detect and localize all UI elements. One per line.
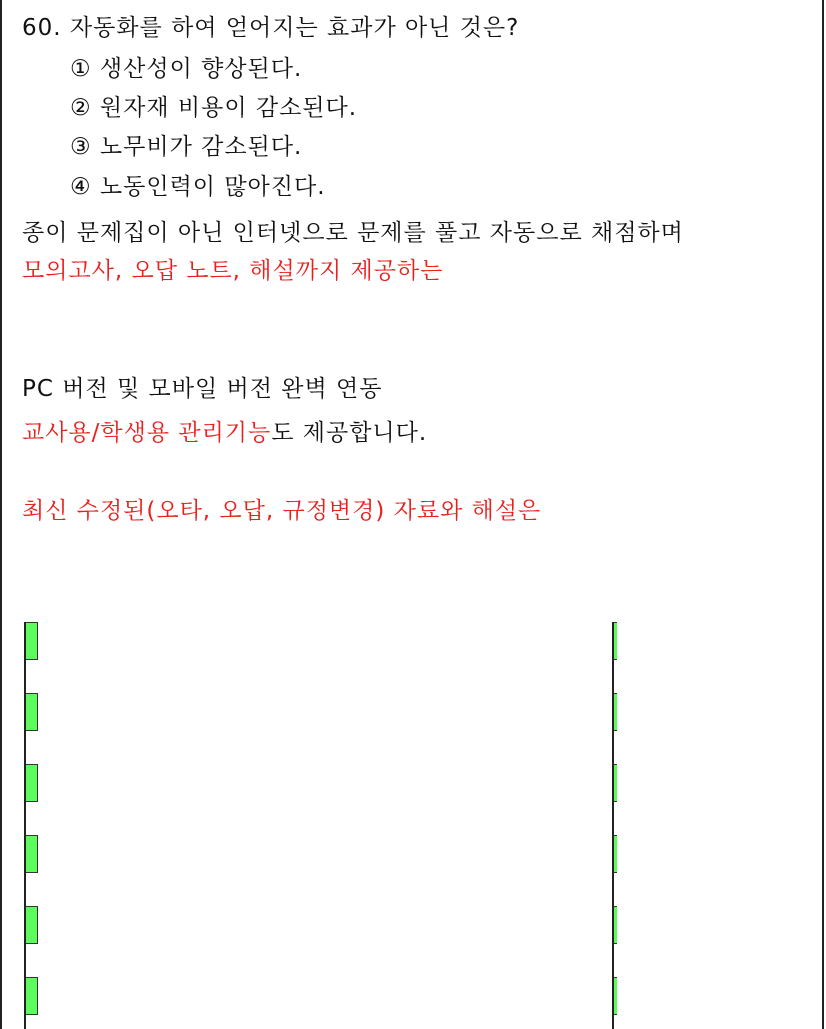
promo-line-5: 최신 수정된(오타, 오답, 규정변경) 자료와 해설은 bbox=[22, 498, 542, 524]
right-strip-rail bbox=[612, 622, 614, 1029]
option-2[interactable]: ② 원자재 비용이 감소된다. bbox=[70, 95, 358, 121]
left-strip-rail bbox=[24, 622, 26, 1029]
strip-cell bbox=[26, 693, 38, 731]
question-title: 60. 자동화를 하여 얻어지는 효과가 아닌 것은? bbox=[22, 15, 520, 41]
strip-cell bbox=[614, 764, 617, 802]
strip-cell bbox=[26, 622, 38, 660]
strip-cell bbox=[26, 835, 38, 873]
strip-cell bbox=[26, 764, 38, 802]
strip-cell bbox=[614, 977, 617, 1015]
strip-cell bbox=[614, 622, 617, 660]
strip-cell bbox=[614, 906, 617, 944]
promo-line-3: PC 버전 및 모바일 버전 완벽 연동 bbox=[22, 376, 383, 402]
strip-cell bbox=[26, 977, 38, 1015]
strip-cell bbox=[614, 693, 617, 731]
option-3[interactable]: ③ 노무비가 감소된다. bbox=[70, 134, 303, 160]
promo-line-4-highlight: 교사용/학생용 관리기능 bbox=[22, 420, 272, 446]
promo-line-1: 종이 문제집이 아닌 인터넷으로 문제를 풀고 자동으로 채점하며 bbox=[22, 220, 684, 246]
left-film-strip bbox=[24, 622, 38, 1029]
strip-cell bbox=[26, 906, 38, 944]
strip-cell bbox=[614, 835, 617, 873]
option-4[interactable]: ④ 노동인력이 많아진다. bbox=[70, 174, 326, 200]
promo-line-4 bbox=[22, 418, 427, 448]
promo-line-2: 모의고사, 오답 노트, 해설까지 제공하는 bbox=[22, 258, 444, 284]
promo-line-4-rest: 도 제공합니다. bbox=[271, 420, 428, 446]
option-1[interactable]: ① 생산성이 향상된다. bbox=[70, 56, 303, 82]
right-film-strip bbox=[612, 622, 616, 1029]
